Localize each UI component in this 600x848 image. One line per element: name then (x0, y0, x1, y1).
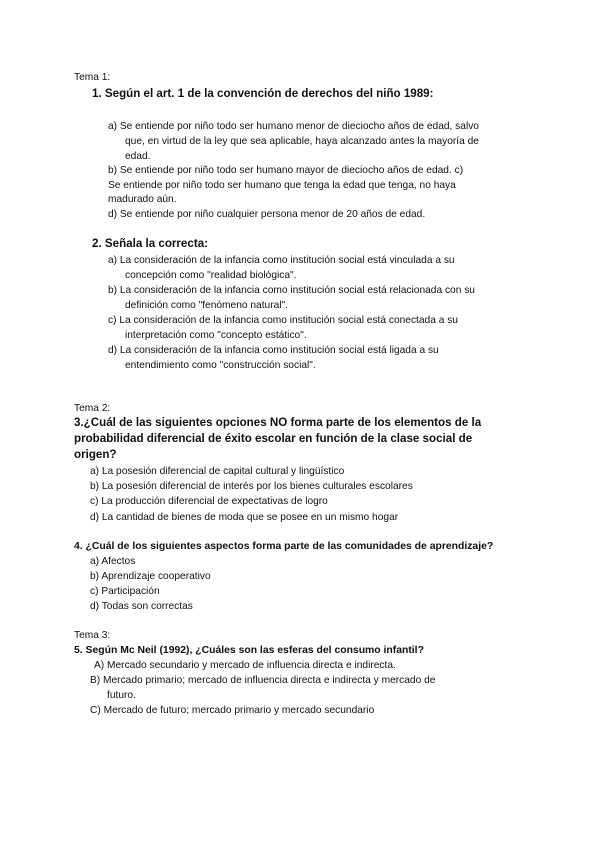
q1-option-a-line2: que, en virtud de la ley que sea aplicable, haya alcanzado antes la mayoría de (125, 136, 479, 147)
q2-option-a-line1: a) La consideración de la infancia como institución social está vinculada a su (108, 255, 455, 266)
q2-option-c-line1: c) La consideración de la infancia como institución social está conectada a su (108, 315, 458, 326)
q5-option-a: A) Mercado secundario y mercado de influencia directa e indirecta. (94, 660, 396, 671)
question-3-title-line3: origen? (74, 448, 117, 461)
q4-option-c: c) Participación (90, 586, 160, 597)
q1-option-c-line2: madurado aún. (108, 194, 177, 205)
q1-option-a-line1: a) Se entiende por niño todo ser humano menor de dieciocho años de edad, salvo (108, 121, 479, 132)
section-heading-tema-2: Tema 2: (74, 403, 111, 414)
question-5-title: 5. Según Mc Neil (1992), ¿Cuáles son las esferas del consumo infantil? (74, 645, 424, 656)
question-2-title: 2. Señala la correcta: (92, 237, 208, 250)
q1-option-d-line1: d) Se entiende por niño cualquier persona menor de 20 años de edad. (108, 209, 426, 220)
question-3-title-line1: 3.¿Cuál de las siguientes opciones NO forma parte de los elementos de la (74, 416, 482, 429)
question-4-title: 4. ¿Cuál de los siguientes aspectos forma parte de las comunidades de aprendizaje? (74, 541, 494, 552)
question-1-title: 1. Según el art. 1 de la convención de derechos del niño 1989: (92, 87, 434, 100)
q4-option-a: a) Afectos (90, 556, 136, 567)
q5-option-c: C) Mercado de futuro; mercado primario y mercado secundario (90, 705, 375, 716)
q2-option-b-line2: definición como "fenómeno natural". (125, 300, 288, 311)
q2-option-d-line2: entendimiento como "construcción social". (125, 360, 316, 371)
section-heading-tema-1: Tema 1: (74, 72, 111, 83)
question-3-title-line2: probabilidad diferencial de éxito escolar en función de la clase social de (74, 432, 473, 445)
q2-option-c-line2: interpretación como "concepto estático". (125, 330, 307, 341)
q3-option-d: d) La cantidad de bienes de moda que se posee en un mismo hogar (90, 512, 399, 523)
q1-option-a-line3: edad. (125, 151, 151, 162)
q4-option-b: b) Aprendizaje cooperativo (90, 571, 211, 582)
q4-option-d: d) Todas son correctas (90, 601, 193, 612)
q2-option-a-line2: concepción como "realidad biológica". (125, 270, 297, 281)
q1-option-b-line1: b) Se entiende por niño todo ser humano mayor de dieciocho años de edad. c) (108, 165, 464, 176)
q2-option-d-line1: d) La consideración de la infancia como institución social está ligada a su (108, 345, 439, 356)
q5-option-b-line1: B) Mercado primario; mercado de influencia directa e indirecta y mercado de (90, 675, 436, 686)
q3-option-c: c) La producción diferencial de expectativas de logro (90, 496, 328, 507)
section-heading-tema-3: Tema 3: (74, 630, 111, 641)
q1-option-c-line1: Se entiende por niño todo ser humano que tenga la edad que tenga, no haya (108, 180, 456, 191)
q2-option-b-line1: b) La consideración de la infancia como institución social está relacionada con su (108, 285, 475, 296)
q3-option-b: b) La posesión diferencial de interés por los bienes culturales escolares (90, 481, 413, 492)
q3-option-a: a) La posesión diferencial de capital cultural y lingüístico (90, 466, 345, 477)
q5-option-b-line2: futuro. (107, 690, 136, 701)
